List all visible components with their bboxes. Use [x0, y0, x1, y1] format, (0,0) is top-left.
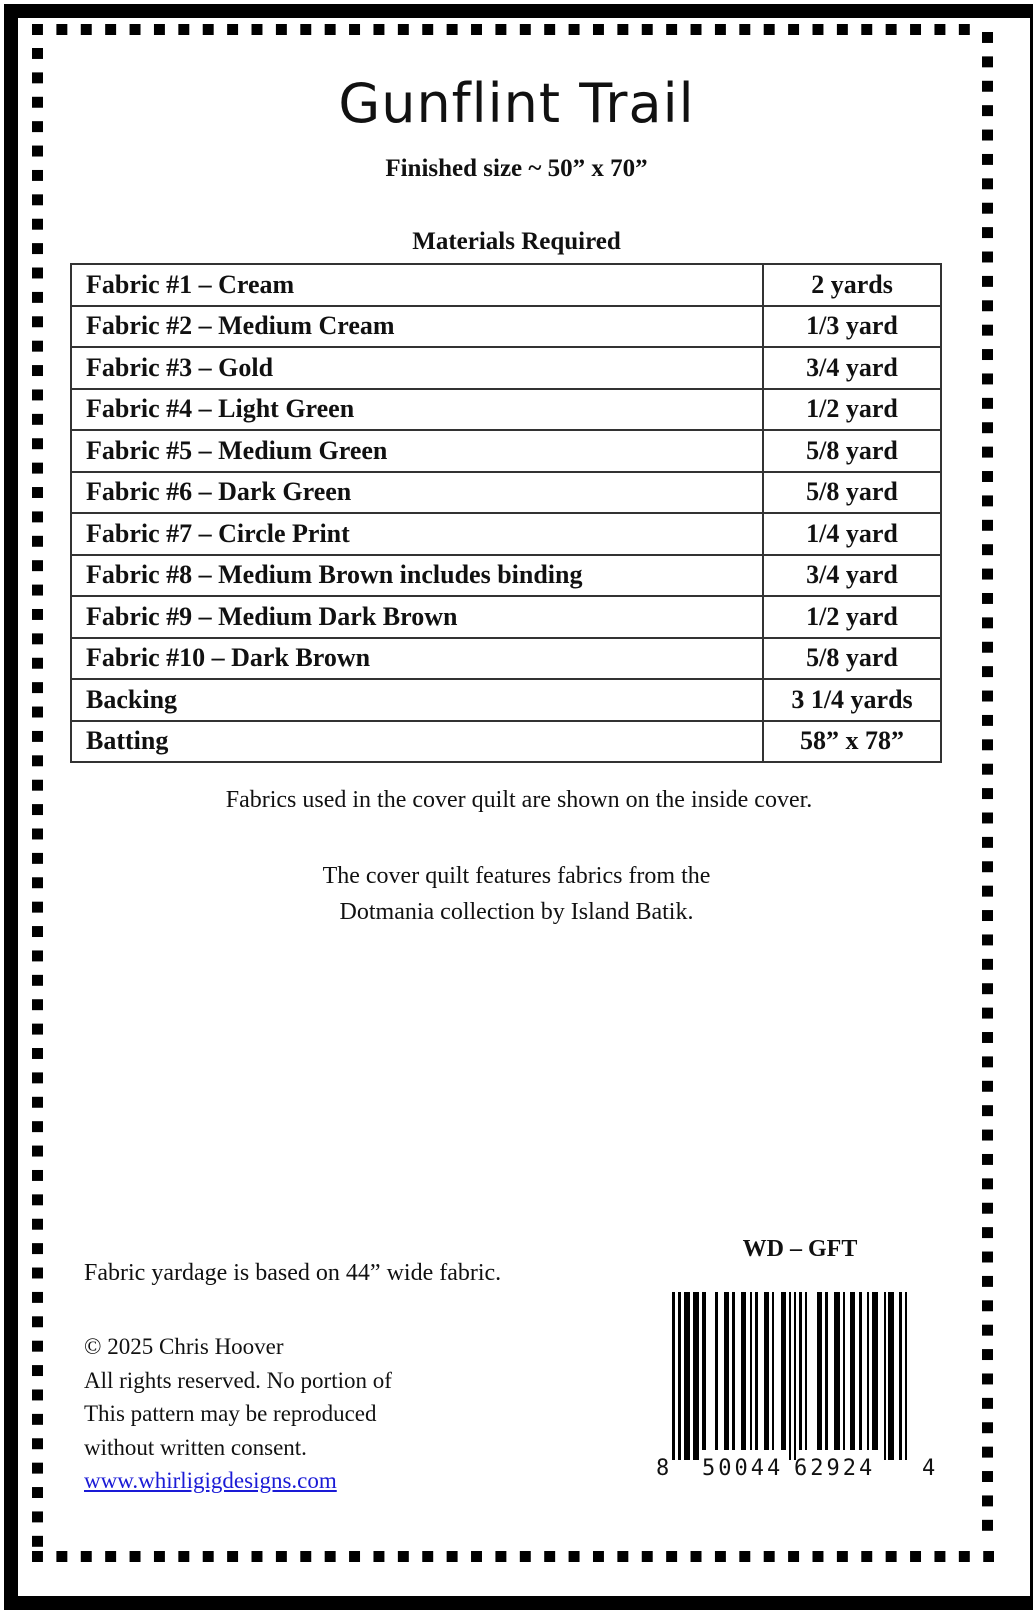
table-row [71, 472, 941, 514]
product-sku: WD – GFT [742, 1236, 858, 1262]
material-item: Fabric #9 – Medium Dark Brown [71, 596, 763, 638]
collection-note-line: Dotmania collection by Island Batik. [339, 899, 694, 925]
material-item: Batting [71, 721, 763, 763]
table-row [71, 721, 941, 763]
material-quantity: 3/4 yard [763, 347, 941, 389]
material-quantity: 3 1/4 yards [763, 679, 941, 721]
material-quantity: 1/4 yard [763, 513, 941, 555]
dotted-border-bottom [32, 1551, 994, 1562]
table-row [71, 638, 941, 680]
material-quantity: 3/4 yard [763, 555, 941, 597]
material-item: Fabric #2 – Medium Cream [71, 306, 763, 348]
materials-table [70, 263, 942, 763]
copyright-line: All rights reserved. No portion of [84, 1367, 392, 1393]
material-quantity: 5/8 yard [763, 430, 941, 472]
material-item: Fabric #7 – Circle Print [71, 513, 763, 555]
dotted-border-top [32, 24, 972, 35]
table-row [71, 679, 941, 721]
finished-size: Finished size ~ 50” x 70” [385, 155, 648, 182]
copyright-line: © 2025 Chris Hoover [84, 1334, 284, 1359]
material-item: Fabric #6 – Dark Green [71, 472, 763, 514]
material-quantity: 58” x 78” [763, 721, 941, 763]
pattern-title: Gunflint Trail [338, 72, 695, 135]
table-row [71, 264, 941, 306]
material-quantity: 1/3 yard [763, 306, 941, 348]
material-item: Backing [71, 679, 763, 721]
table-row [71, 430, 941, 472]
material-item: Fabric #8 – Medium Brown includes binding [71, 555, 763, 597]
yardage-note: Fabric yardage is based on 44” wide fabric. [84, 1260, 502, 1286]
collection-note-line: The cover quilt features fabrics from the [322, 863, 711, 889]
barcode-lead-digit: 8 [656, 1456, 670, 1481]
copyright-line: This pattern may be reproduced [84, 1401, 377, 1426]
table-row [71, 306, 941, 348]
material-item: Fabric #1 – Cream [71, 264, 763, 306]
copyright-line: without written consent. [84, 1434, 307, 1460]
cover-fabrics-note: Fabrics used in the cover quilt are shown on the inside cover. [225, 787, 813, 813]
website-link[interactable]: www.whirligigdesigns.com [84, 1468, 337, 1493]
material-item: Fabric #4 – Light Green [71, 389, 763, 431]
material-quantity: 5/8 yard [763, 472, 941, 514]
materials-heading: Materials Required [412, 228, 621, 255]
table-row [71, 596, 941, 638]
table-row [71, 555, 941, 597]
table-row [71, 389, 941, 431]
collection-note [0, 858, 1033, 930]
material-quantity: 2 yards [763, 264, 941, 306]
material-quantity: 1/2 yard [763, 596, 941, 638]
table-row [71, 347, 941, 389]
material-item: Fabric #10 – Dark Brown [71, 638, 763, 680]
barcode-right-group: 62924 [794, 1456, 876, 1481]
material-quantity: 1/2 yard [763, 389, 941, 431]
copyright-block [84, 1330, 392, 1498]
material-quantity: 5/8 yard [763, 638, 941, 680]
barcode-check-digit: 4 [922, 1456, 936, 1481]
material-item: Fabric #3 – Gold [71, 347, 763, 389]
barcode-icon [672, 1292, 922, 1460]
material-item: Fabric #5 – Medium Green [71, 430, 763, 472]
barcode-left-group: 50044 [702, 1456, 784, 1481]
table-row [71, 513, 941, 555]
